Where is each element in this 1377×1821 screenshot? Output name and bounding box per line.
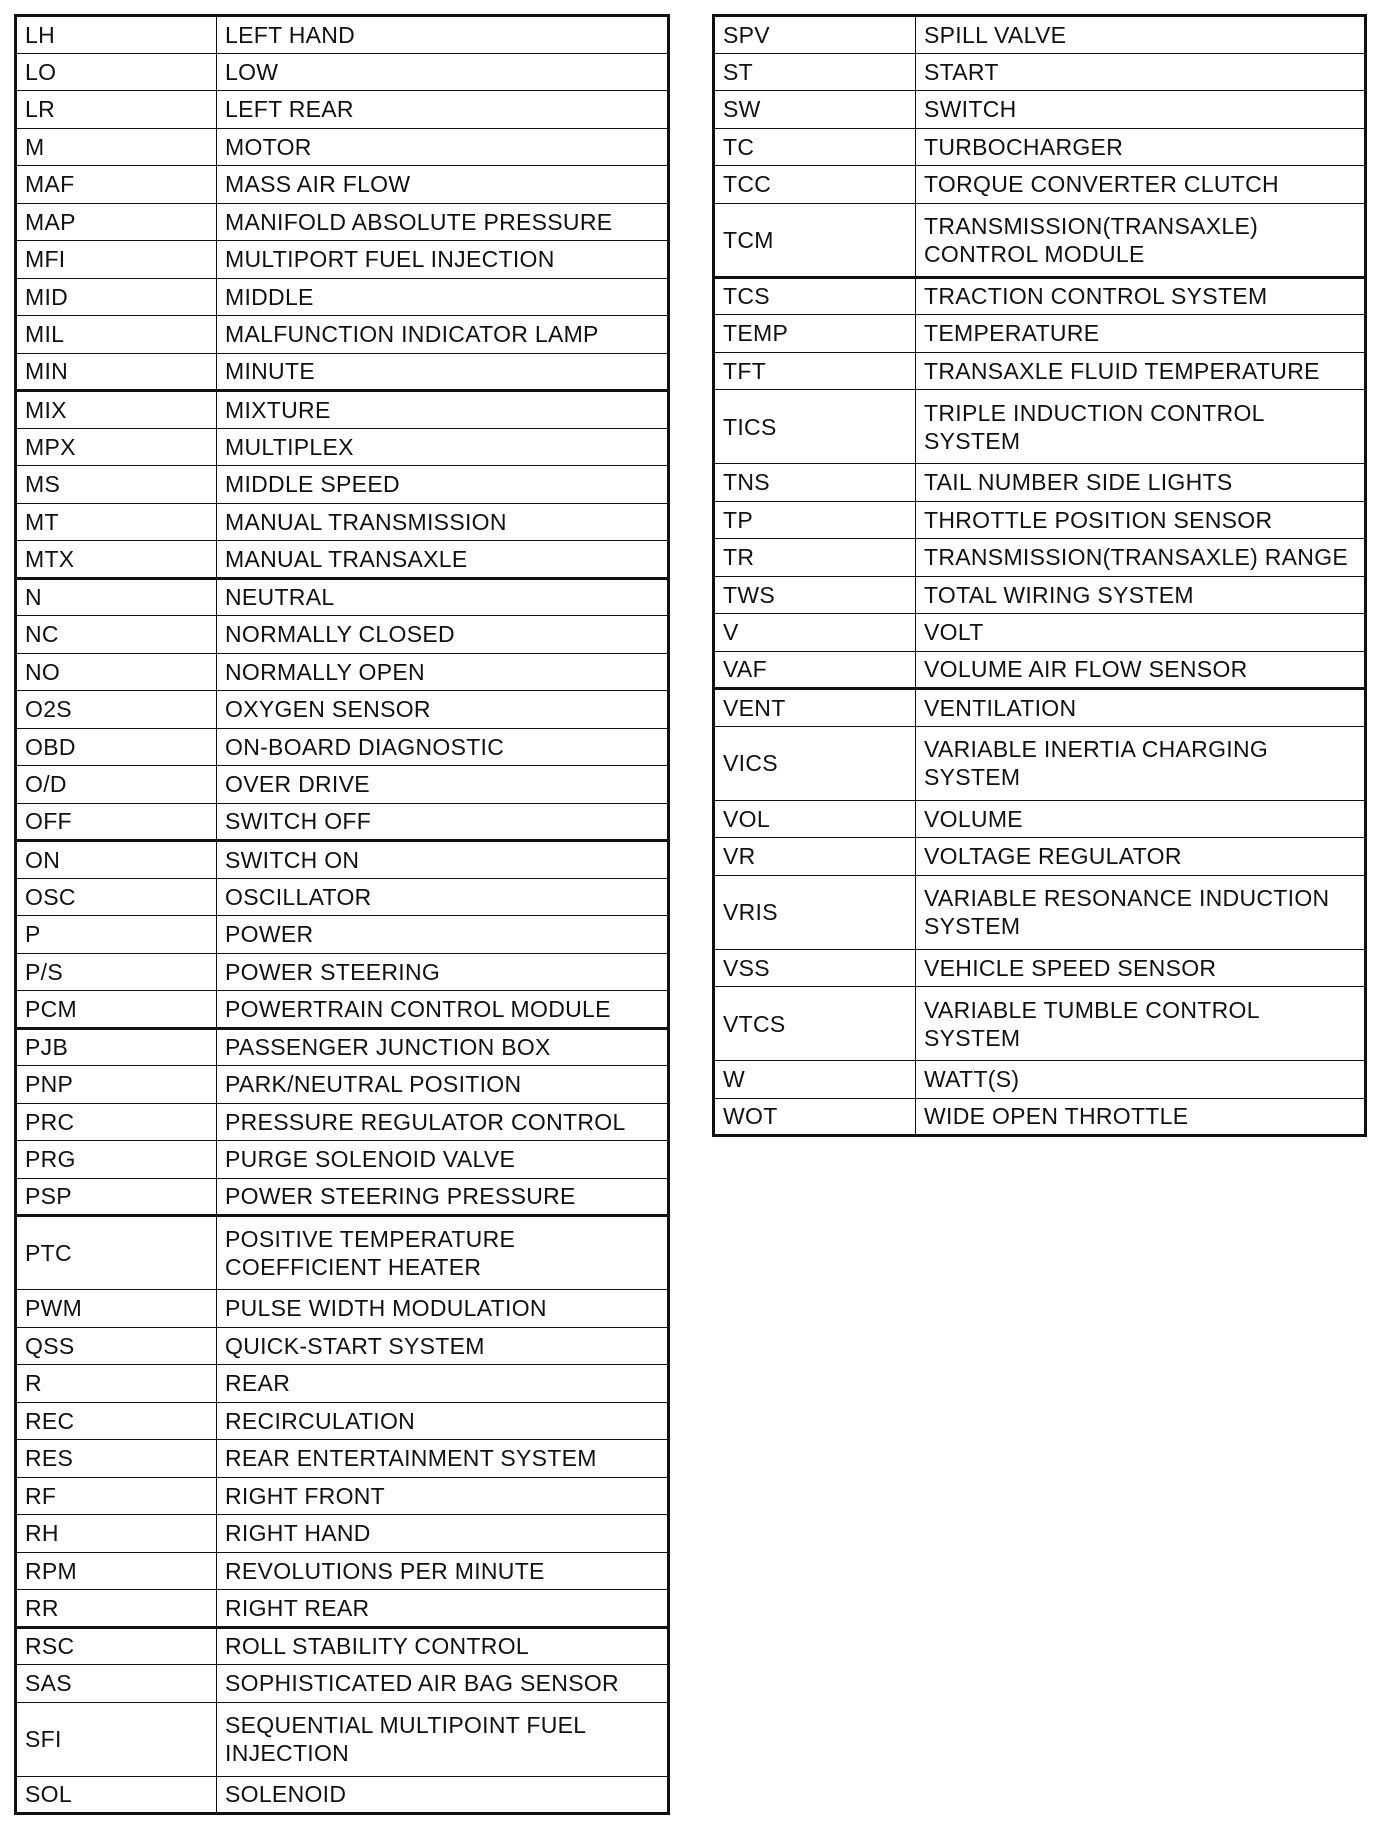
meaning-cell: VARIABLE RESONANCE INDUCTION SYSTEM: [916, 875, 1366, 949]
abbreviation-cell: TWS: [714, 576, 916, 614]
meaning-cell: REVOLUTIONS PER MINUTE: [217, 1552, 669, 1590]
table-row: [16, 53, 669, 91]
abbreviation-cell: MS: [16, 466, 217, 504]
meaning-cell: VARIABLE INERTIA CHARGING SYSTEM: [916, 726, 1366, 800]
abbreviation-cell: RES: [16, 1440, 217, 1478]
meaning-cell: ON-BOARD DIAGNOSTIC: [217, 728, 669, 766]
table-row: [16, 353, 669, 391]
meaning-cell: MIDDLE: [217, 278, 669, 316]
table-row: [714, 576, 1366, 614]
table-row: [16, 916, 669, 954]
abbreviation-cell: P/S: [16, 953, 217, 991]
meaning-cell: NORMALLY CLOSED: [217, 616, 669, 654]
abbreviation-cell: MAP: [16, 203, 217, 241]
table-row: [714, 838, 1366, 876]
abbreviation-cell: VICS: [714, 726, 916, 800]
meaning-cell: SPILL VALVE: [916, 16, 1366, 54]
meaning-cell: RIGHT HAND: [217, 1515, 669, 1553]
meaning-cell: MULTIPLEX: [217, 428, 669, 466]
meaning-cell: VOLUME AIR FLOW SENSOR: [916, 651, 1366, 689]
abbreviation-cell: VRIS: [714, 875, 916, 949]
abbreviation-cell: RH: [16, 1515, 217, 1553]
abbreviation-cell: VTCS: [714, 987, 916, 1061]
abbreviation-cell: PSP: [16, 1178, 217, 1216]
abbreviation-cell: TICS: [714, 390, 916, 464]
meaning-cell: VEHICLE SPEED SENSOR: [916, 949, 1366, 987]
meaning-cell: VARIABLE TUMBLE CONTROL SYSTEM: [916, 987, 1366, 1061]
abbreviation-cell: VR: [714, 838, 916, 876]
abbreviation-cell: O2S: [16, 691, 217, 729]
meaning-cell: SWITCH ON: [217, 841, 669, 879]
table-row: [16, 1440, 669, 1478]
meaning-cell: MIXTURE: [217, 391, 669, 429]
table-row: [16, 1702, 669, 1776]
table-row: [714, 987, 1366, 1061]
meaning-cell: PULSE WIDTH MODULATION: [217, 1290, 669, 1328]
abbreviation-cell: TFT: [714, 352, 916, 390]
table-body-left: [16, 16, 669, 1814]
table-row: [16, 1028, 669, 1066]
abbreviation-cell: RR: [16, 1590, 217, 1628]
table-row: [16, 128, 669, 166]
meaning-cell: PARK/NEUTRAL POSITION: [217, 1066, 669, 1104]
meaning-cell: MASS AIR FLOW: [217, 166, 669, 204]
meaning-cell: SEQUENTIAL MULTIPOINT FUEL INJECTION: [217, 1702, 669, 1776]
meaning-cell: VENTILATION: [916, 689, 1366, 727]
table-row: [16, 241, 669, 279]
abbreviation-cell: TEMP: [714, 315, 916, 353]
abbreviation-cell: PTC: [16, 1216, 217, 1290]
table-row: [16, 803, 669, 841]
table-row: [16, 1627, 669, 1665]
abbreviation-cell: QSS: [16, 1327, 217, 1365]
meaning-cell: MANIFOLD ABSOLUTE PRESSURE: [217, 203, 669, 241]
abbreviation-cell: VAF: [714, 651, 916, 689]
meaning-cell: TAIL NUMBER SIDE LIGHTS: [916, 464, 1366, 502]
table-row: [16, 1178, 669, 1216]
abbreviation-cell: OSC: [16, 878, 217, 916]
table-row: [16, 1402, 669, 1440]
meaning-cell: MANUAL TRANSMISSION: [217, 503, 669, 541]
meaning-cell: WIDE OPEN THROTTLE: [916, 1098, 1366, 1136]
meaning-cell: TRIPLE INDUCTION CONTROL SYSTEM: [916, 390, 1366, 464]
meaning-cell: TRACTION CONTROL SYSTEM: [916, 277, 1366, 315]
abbreviation-cell: VOL: [714, 800, 916, 838]
table-row: [16, 1665, 669, 1703]
meaning-cell: MALFUNCTION INDICATOR LAMP: [217, 316, 669, 354]
abbreviation-cell: PRG: [16, 1141, 217, 1179]
abbreviation-cell: REC: [16, 1402, 217, 1440]
table-row: [714, 464, 1366, 502]
abbreviation-cell: MAF: [16, 166, 217, 204]
meaning-cell: TORQUE CONVERTER CLUTCH: [916, 166, 1366, 204]
abbreviation-cell: TCS: [714, 277, 916, 315]
table-row: [16, 316, 669, 354]
abbreviation-table-right: [712, 14, 1367, 1137]
abbreviation-cell: TCC: [714, 166, 916, 204]
table-row: [714, 1061, 1366, 1099]
meaning-cell: TRANSMISSION(TRANSAXLE) CONTROL MODULE: [916, 203, 1366, 277]
table-row: [16, 766, 669, 804]
meaning-cell: MULTIPORT FUEL INJECTION: [217, 241, 669, 279]
abbreviation-cell: PNP: [16, 1066, 217, 1104]
abbreviation-cell: WOT: [714, 1098, 916, 1136]
meaning-cell: PASSENGER JUNCTION BOX: [217, 1028, 669, 1066]
meaning-cell: TRANSMISSION(TRANSAXLE) RANGE: [916, 539, 1366, 577]
table-row: [714, 800, 1366, 838]
abbreviation-cell: N: [16, 578, 217, 616]
table-row: [16, 1552, 669, 1590]
meaning-cell: LOW: [217, 53, 669, 91]
meaning-cell: NEUTRAL: [217, 578, 669, 616]
table-row: [16, 878, 669, 916]
meaning-cell: POWER STEERING: [217, 953, 669, 991]
table-row: [16, 1066, 669, 1104]
table-row: [714, 128, 1366, 166]
meaning-cell: VOLTAGE REGULATOR: [916, 838, 1366, 876]
meaning-cell: VOLT: [916, 614, 1366, 652]
abbreviation-cell: LR: [16, 91, 217, 129]
abbreviation-cell: SW: [714, 91, 916, 129]
abbreviation-cell: R: [16, 1365, 217, 1403]
table-row: [16, 728, 669, 766]
table-body-right: [714, 16, 1366, 1136]
table-row: [16, 1216, 669, 1290]
table-row: [16, 1327, 669, 1365]
meaning-cell: LEFT HAND: [217, 16, 669, 54]
meaning-cell: RIGHT REAR: [217, 1590, 669, 1628]
abbreviation-cell: TR: [714, 539, 916, 577]
table-row: [16, 616, 669, 654]
table-row: [714, 53, 1366, 91]
abbreviation-cell: OBD: [16, 728, 217, 766]
meaning-cell: SOPHISTICATED AIR BAG SENSOR: [217, 1665, 669, 1703]
table-row: [16, 1141, 669, 1179]
table-row: [714, 651, 1366, 689]
abbreviation-cell: MFI: [16, 241, 217, 279]
abbreviation-table-left: [14, 14, 670, 1815]
table-row: [16, 1290, 669, 1328]
meaning-cell: MANUAL TRANSAXLE: [217, 541, 669, 579]
meaning-cell: TURBOCHARGER: [916, 128, 1366, 166]
meaning-cell: POWERTRAIN CONTROL MODULE: [217, 991, 669, 1029]
table-row: [714, 390, 1366, 464]
meaning-cell: RECIRCULATION: [217, 1402, 669, 1440]
abbreviation-cell: LO: [16, 53, 217, 91]
abbreviation-cell: NO: [16, 653, 217, 691]
table-row: [714, 539, 1366, 577]
table-row: [16, 953, 669, 991]
table-row: [16, 841, 669, 879]
meaning-cell: PRESSURE REGULATOR CONTROL: [217, 1103, 669, 1141]
meaning-cell: START: [916, 53, 1366, 91]
abbreviation-cell: RF: [16, 1477, 217, 1515]
abbreviation-cell: RSC: [16, 1627, 217, 1665]
table-row: [714, 875, 1366, 949]
meaning-cell: SOLENOID: [217, 1776, 669, 1814]
table-row: [16, 991, 669, 1029]
abbreviation-cell: PJB: [16, 1028, 217, 1066]
abbreviation-cell: SPV: [714, 16, 916, 54]
meaning-cell: REAR ENTERTAINMENT SYSTEM: [217, 1440, 669, 1478]
abbreviation-cell: MTX: [16, 541, 217, 579]
table-row: [714, 949, 1366, 987]
abbreviation-cell: V: [714, 614, 916, 652]
abbreviation-cell: SFI: [16, 1702, 217, 1776]
abbreviation-cell: VENT: [714, 689, 916, 727]
table-row: [16, 1365, 669, 1403]
table-row: [16, 1590, 669, 1628]
table-row: [16, 391, 669, 429]
table-row: [16, 166, 669, 204]
abbreviation-cell: P: [16, 916, 217, 954]
abbreviation-cell: ST: [714, 53, 916, 91]
meaning-cell: POWER STEERING PRESSURE: [217, 1178, 669, 1216]
table-row: [16, 1776, 669, 1814]
table-row: [16, 503, 669, 541]
table-row: [16, 278, 669, 316]
table-row: [714, 726, 1366, 800]
abbreviation-cell: TNS: [714, 464, 916, 502]
table-row: [16, 203, 669, 241]
meaning-cell: OSCILLATOR: [217, 878, 669, 916]
table-row: [714, 315, 1366, 353]
abbreviation-cell: TCM: [714, 203, 916, 277]
abbreviation-cell: TC: [714, 128, 916, 166]
table-row: [16, 91, 669, 129]
abbreviation-cell: W: [714, 1061, 916, 1099]
abbreviation-cell: MIN: [16, 353, 217, 391]
table-row: [16, 541, 669, 579]
meaning-cell: MIDDLE SPEED: [217, 466, 669, 504]
abbreviation-cell: MPX: [16, 428, 217, 466]
table-row: [16, 466, 669, 504]
meaning-cell: MOTOR: [217, 128, 669, 166]
table-row: [714, 277, 1366, 315]
abbreviation-cell: PRC: [16, 1103, 217, 1141]
table-row: [16, 428, 669, 466]
meaning-cell: TRANSAXLE FLUID TEMPERATURE: [916, 352, 1366, 390]
meaning-cell: POSITIVE TEMPERATURE COEFFICIENT HEATER: [217, 1216, 669, 1290]
table-row: [16, 1477, 669, 1515]
meaning-cell: THROTTLE POSITION SENSOR: [916, 501, 1366, 539]
table-row: [714, 1098, 1366, 1136]
meaning-cell: RIGHT FRONT: [217, 1477, 669, 1515]
table-row: [714, 203, 1366, 277]
meaning-cell: QUICK-START SYSTEM: [217, 1327, 669, 1365]
meaning-cell: LEFT REAR: [217, 91, 669, 129]
abbreviation-cell: NC: [16, 616, 217, 654]
table-row: [16, 653, 669, 691]
meaning-cell: WATT(S): [916, 1061, 1366, 1099]
meaning-cell: MINUTE: [217, 353, 669, 391]
abbreviation-cell: O/D: [16, 766, 217, 804]
table-row: [714, 352, 1366, 390]
table-row: [16, 1515, 669, 1553]
table-row: [16, 16, 669, 54]
meaning-cell: OXYGEN SENSOR: [217, 691, 669, 729]
abbreviation-cell: SOL: [16, 1776, 217, 1814]
abbreviation-cell: ON: [16, 841, 217, 879]
abbreviation-cell: VSS: [714, 949, 916, 987]
abbreviation-cell: MT: [16, 503, 217, 541]
meaning-cell: TEMPERATURE: [916, 315, 1366, 353]
table-row: [16, 1103, 669, 1141]
meaning-cell: OVER DRIVE: [217, 766, 669, 804]
abbreviation-cell: MIL: [16, 316, 217, 354]
abbreviation-cell: LH: [16, 16, 217, 54]
meaning-cell: VOLUME: [916, 800, 1366, 838]
abbreviation-cell: M: [16, 128, 217, 166]
meaning-cell: SWITCH: [916, 91, 1366, 129]
meaning-cell: TOTAL WIRING SYSTEM: [916, 576, 1366, 614]
abbreviation-cell: SAS: [16, 1665, 217, 1703]
table-row: [16, 691, 669, 729]
table-row: [714, 689, 1366, 727]
table-row: [714, 16, 1366, 54]
table-row: [714, 614, 1366, 652]
abbreviation-cell: PWM: [16, 1290, 217, 1328]
meaning-cell: REAR: [217, 1365, 669, 1403]
meaning-cell: NORMALLY OPEN: [217, 653, 669, 691]
abbreviation-cell: PCM: [16, 991, 217, 1029]
abbreviation-cell: OFF: [16, 803, 217, 841]
meaning-cell: SWITCH OFF: [217, 803, 669, 841]
meaning-cell: ROLL STABILITY CONTROL: [217, 1627, 669, 1665]
meaning-cell: PURGE SOLENOID VALVE: [217, 1141, 669, 1179]
abbreviation-cell: RPM: [16, 1552, 217, 1590]
table-row: [714, 91, 1366, 129]
abbreviation-cell: TP: [714, 501, 916, 539]
table-row: [714, 501, 1366, 539]
meaning-cell: POWER: [217, 916, 669, 954]
table-row: [714, 166, 1366, 204]
abbreviation-cell: MID: [16, 278, 217, 316]
abbreviation-cell: MIX: [16, 391, 217, 429]
table-row: [16, 578, 669, 616]
